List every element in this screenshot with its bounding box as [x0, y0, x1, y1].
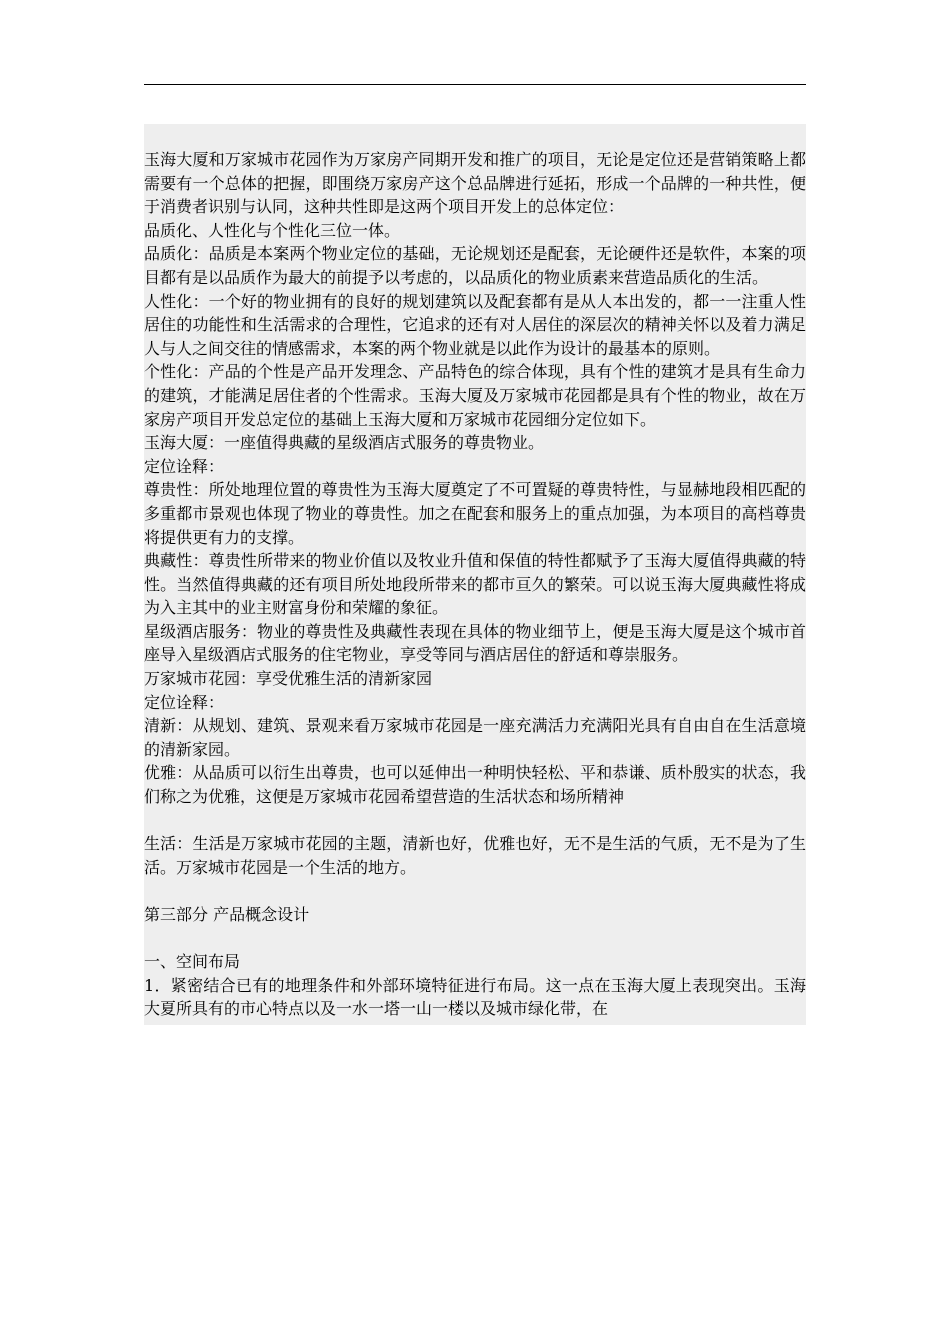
blank-line [144, 809, 806, 833]
paragraph-definition-2: 定位诠释： [144, 692, 225, 712]
header-rule [144, 84, 806, 85]
document-body [144, 124, 806, 1025]
paragraph-definition-1: 定位诠释： [144, 456, 225, 476]
page-bottom-margin [0, 1200, 950, 1344]
section-heading: 第三部分 产品概念设计 [144, 905, 310, 924]
blank-line [144, 927, 806, 951]
paragraph-humanity: 人性化：一个好的物业拥有的良好的规划建筑以及配套都有是从人本出发的，都一一注重人性居住的功能性和生活需求的合理性，它追求的还有对人居住的深层次的精神关怀以及着力满足人与人之间交往的情感需求，本案的两个物业就是以此作为设计的最基本的原则。 [144, 291, 806, 358]
paragraph-individuality: 个性化：产品的个性是产品开发理念、产品特色的综合体现，具有个性的建筑才是具有生命力的建筑，才能满足居住者的个性需求。玉海大厦及万家城市花园都是具有个性的物业，故在万家房产项目开发总定位的基础上玉海大厦和万家城市花园细分定位如下。 [144, 362, 806, 429]
paragraph-quality: 品质化：品质是本案两个物业定位的基础，无论规划还是配套，无论硬件还是软件，本案的项目都有是以品质作为最大的前提予以考虑的，以品质化的物业质素来营造品质化的生活。 [144, 244, 806, 287]
paragraph-fresh: 清新：从规划、建筑、景观来看万家城市花园是一座充满活力充满阳光具有自由自在生活意境的清新家园。 [144, 716, 806, 759]
subsection-heading: 一、空间布局 [144, 952, 241, 972]
paragraph-life: 生活：生活是万家城市花园的主题，清新也好，优雅也好，无不是生活的气质，无不是为了生活。万家城市花园是一个生活的地方。 [144, 834, 806, 877]
paragraph-yuhai-title: 玉海大厦：一座值得典藏的星级酒店式服务的尊贵物业。 [144, 433, 545, 453]
paragraph-hotel-service: 星级酒店服务：物业的尊贵性及典藏性表现在具体的物业细节上，便是玉海大厦是这个城市首座导入星级酒店式服务的住宅物业，享受等同与酒店居住的舒适和尊崇服务。 [144, 621, 806, 665]
paragraph-noble: 尊贵性：所处地理位置的尊贵性为玉海大厦奠定了不可置疑的尊贵特性，与显赫地段相匹配的多重都市景观也体现了物业的尊贵性。加之在配套和服务上的重点加强，为本项目的高档尊贵将提供更有力的支撑。 [144, 480, 806, 547]
paragraph-layout-1: 1．紧密结合已有的地理条件和外部环境特征进行布局。这一点在玉海大厦上表现突出。玉海大夏所具有的市心特点以及一水一塔一山一楼以及城市绿化带，在 [144, 975, 806, 1019]
paragraph-elegant: 优雅：从品质可以衍生出尊贵，也可以延伸出一种明快轻松、平和恭谦、质朴殷实的状态，我们称之为优雅，这便是万家城市花园希望营造的生活状态和场所精神 [144, 763, 806, 807]
blank-line [144, 879, 806, 903]
paragraph-wanjia-title: 万家城市花园：享受优雅生活的清新家园 [144, 669, 433, 689]
paragraph-intro: 玉海大厦和万家城市花园作为万家房产同期开发和推广的项目，无论是定位还是营销策略上都需要有一个总体的把握，即围绕万家房产这个总品牌进行延拓，形成一个品牌的一种共性，便于消费者识别与认同，这种共性即是这两个项目开发上的总体定位： [144, 150, 806, 217]
paragraph-collectible: 典藏性：尊贵性所带来的物业价值以及牧业升值和保值的特性都赋予了玉海大厦值得典藏的特性。当然值得典藏的还有项目所处地段所带来的都市亘久的繁荣。可以说玉海大厦典藏性将成为入主其中的业主财富身份和荣耀的象征。 [144, 551, 806, 618]
paragraph-summary: 品质化、人性化与个性化三位一体。 [144, 220, 401, 240]
